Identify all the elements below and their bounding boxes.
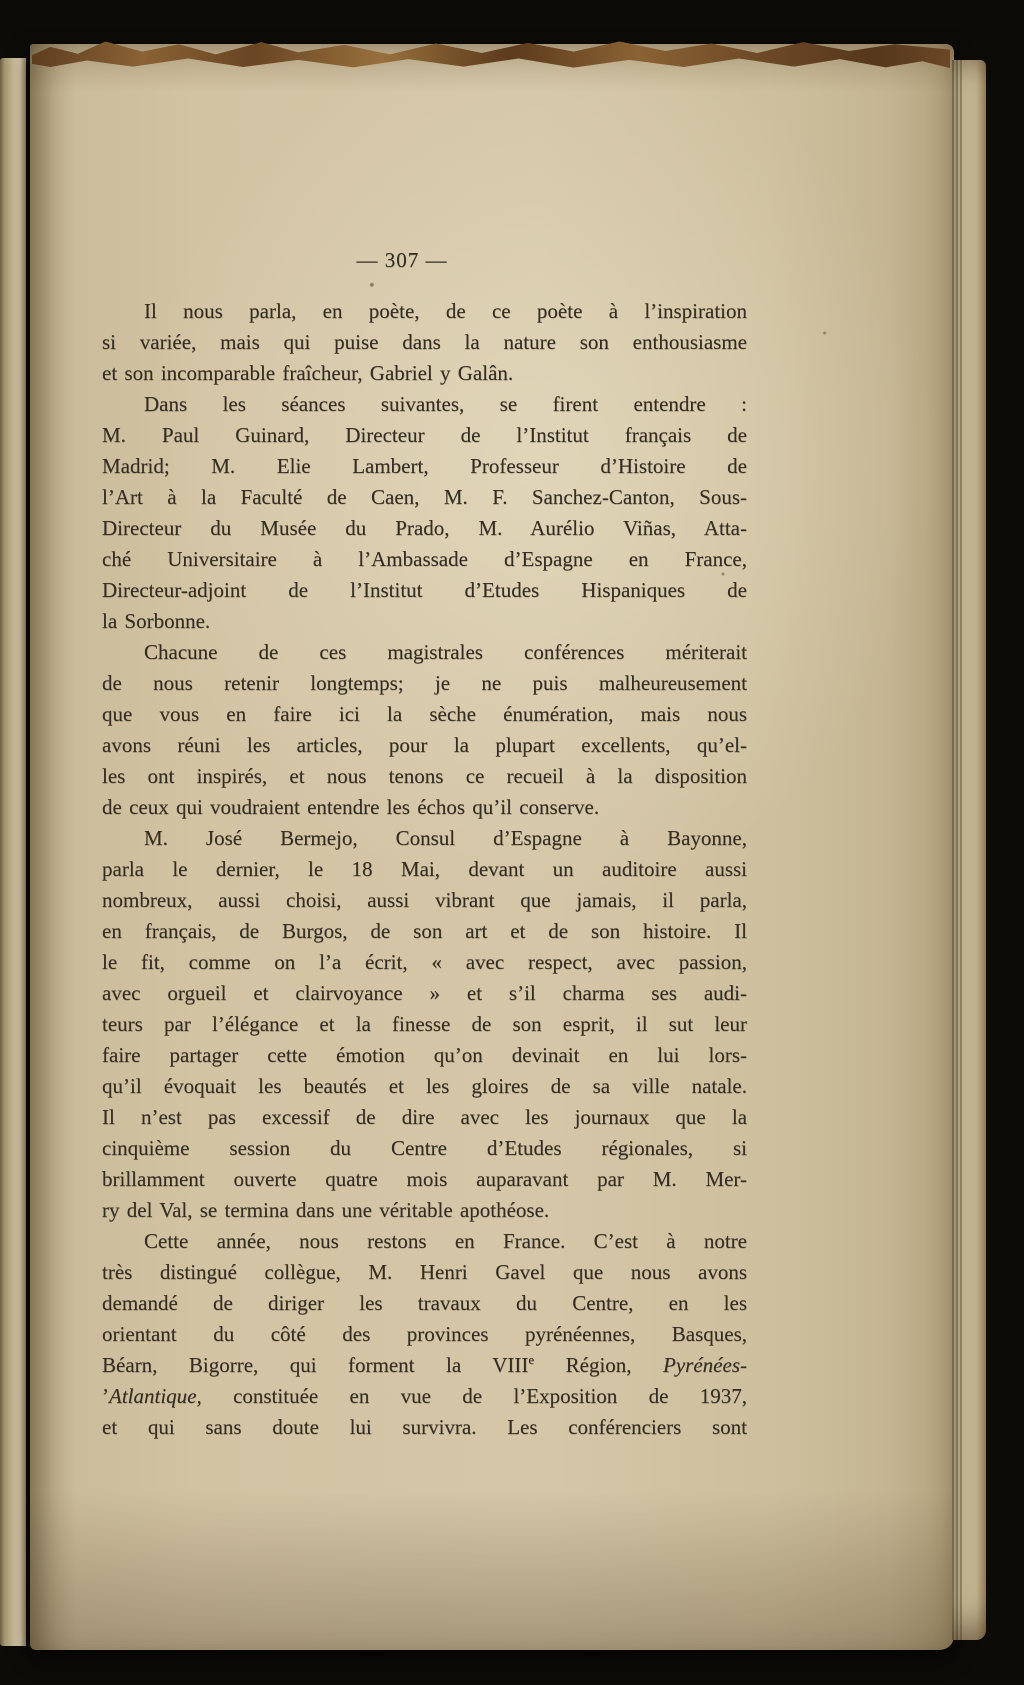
page-edge-stack	[952, 60, 986, 1640]
text-line: Madrid; M. Elie Lambert, Professeur d’Histoire de	[102, 454, 747, 478]
facing-page-edge	[0, 58, 26, 1646]
text-line: Il nous parla, en poète, de ce poète à l’inspiration	[144, 299, 747, 323]
text-line: Béarn, Bigorre, qui forment la VIIIe Région, Pyrénées-	[102, 1352, 747, 1377]
text-line: Directeur-adjoint de l’Institut d’Etudes Hispaniques de	[102, 578, 747, 602]
text-line: parla le dernier, le 18 Mai, devant un auditoire aussi	[102, 857, 747, 881]
text-line: orientant du côté des provinces pyrénéennes, Basques,	[102, 1322, 747, 1346]
text-line: M. Paul Guinard, Directeur de l’Institut français de	[102, 423, 747, 447]
text-line: Cette année, nous restons en France. C’est à notre	[144, 1229, 747, 1253]
text-line: ché Universitaire à l’Ambassade d’Espagne en France,	[102, 547, 747, 571]
text-line: faire partager cette émotion qu’on devinait en lui lors-	[102, 1043, 747, 1067]
text-line: et qui sans doute lui survivra. Les conférenciers sont	[102, 1415, 747, 1439]
text-line: que vous en faire ici la sèche énumération, mais nous	[102, 702, 747, 726]
text-line: M. José Bermejo, Consul d’Espagne à Bayonne,	[144, 826, 747, 850]
text-block	[102, 296, 747, 1443]
text-line: et son incomparable fraîcheur, Gabriel y Galân.	[102, 361, 514, 385]
paragraph	[102, 296, 747, 389]
text-line: brillamment ouverte quatre mois auparavant par M. Mer-	[102, 1167, 747, 1191]
text-line: Il n’est pas excessif de dire avec les journaux que la	[102, 1105, 747, 1129]
text-line: Dans les séances suivantes, se firent entendre :	[144, 392, 747, 416]
paragraph	[102, 637, 747, 823]
text-line: en français, de Burgos, de son art et de son histoire. Il	[102, 919, 747, 943]
text-line: de ceux qui voudraient entendre les échos qu’il conserve.	[102, 795, 600, 819]
text-line: très distingué collègue, M. Henri Gavel que nous avons	[102, 1260, 747, 1284]
text-line: Directeur du Musée du Prado, M. Aurélio Viñas, Atta-	[102, 516, 747, 540]
text-line: la Sorbonne.	[102, 609, 211, 633]
text-line: ’Atlantique, constituée en vue de l’Exposition de 1937,	[102, 1384, 747, 1408]
text-line: avons réuni les articles, pour la plupart excellents, qu’el-	[102, 733, 747, 757]
text-line: teurs par l’élégance et la finesse de son esprit, il sut leur	[102, 1012, 747, 1036]
text-line: Chacune de ces magistrales conférences mériterait	[144, 640, 747, 664]
text-line: le fit, comme on l’a écrit, « avec respect, avec passion,	[102, 950, 747, 974]
text-line: demandé de diriger les travaux du Centre, en les	[102, 1291, 747, 1315]
paragraph	[102, 1226, 747, 1443]
text-line: ry del Val, se termina dans une véritable apothéose.	[102, 1198, 550, 1222]
text-line: avec orgueil et clairvoyance » et s’il charma ses audi-	[102, 981, 747, 1005]
book-page	[30, 44, 954, 1650]
text-line: si variée, mais qui puise dans la nature son enthousiasme	[102, 330, 747, 354]
text-line: qu’il évoquait les beautés et les gloires de sa ville natale.	[102, 1074, 747, 1098]
text-line: l’Art à la Faculté de Caen, M. F. Sanchez-Canton, Sous-	[102, 485, 747, 509]
paragraph	[102, 389, 747, 637]
text-line: de nous retenir longtemps; je ne puis malheureusement	[102, 671, 747, 695]
text-line: nombreux, aussi choisi, aussi vibrant que jamais, il parla,	[102, 888, 747, 912]
text-line: cinquième session du Centre d’Etudes régionales, si	[102, 1136, 747, 1160]
paragraph	[102, 823, 747, 1226]
page-number: — 307 —	[356, 248, 448, 272]
text-line: les ont inspirés, et nous tenons ce recueil à la disposition	[102, 764, 747, 788]
